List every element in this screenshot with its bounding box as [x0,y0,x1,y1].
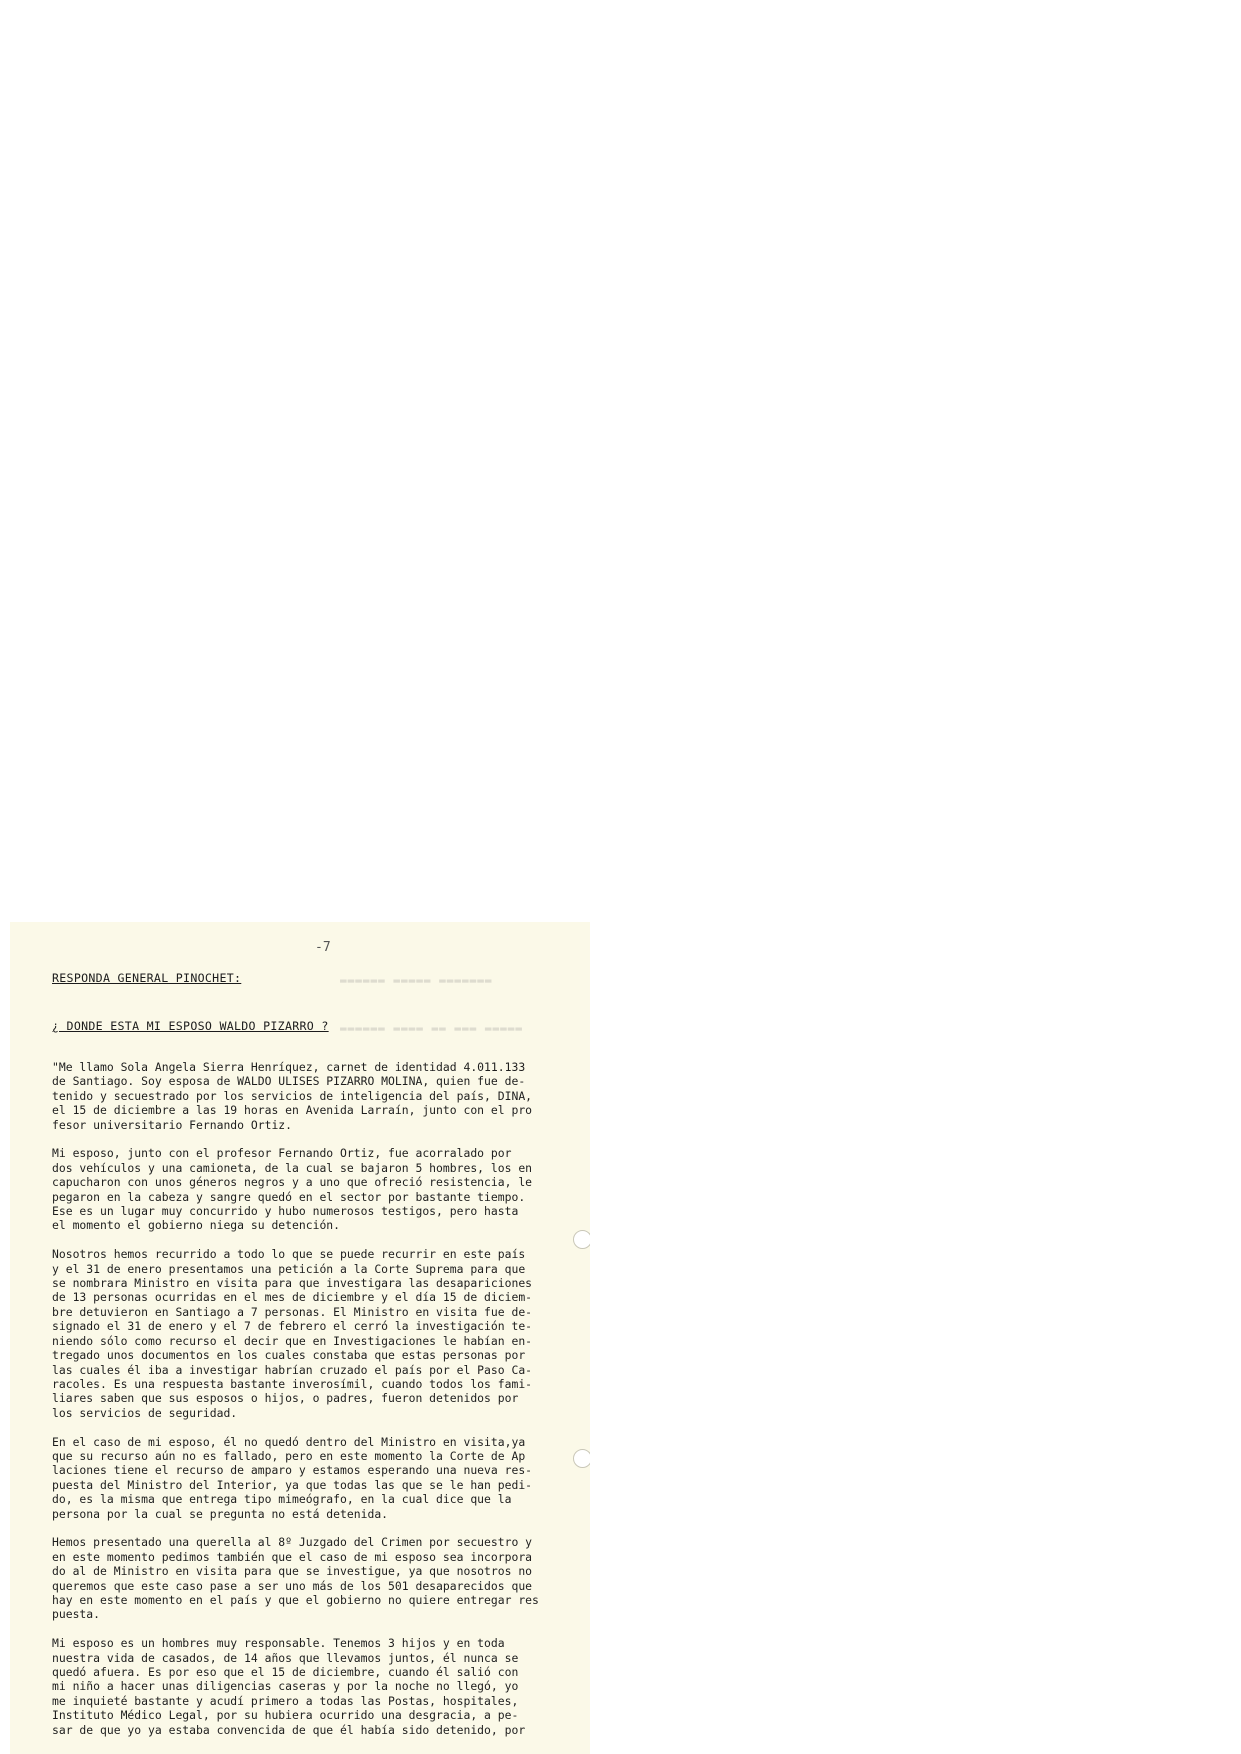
punch-hole [573,1230,590,1249]
paragraph: "Me llamo Sola Angela Sierra Henríquez, carnet de identidad 4.011.133 de Santiago. Soy esposa de WALDO ULISES PIZARRO MOLINA, quien fue de- tenido y secuestrado por los servicios de inteligencia del país, DINA, el 15 de diciembre a las 19 horas en Avenida Larraín, junto con el pro fesor universitario Fernando Ortiz. [52,1060,533,1132]
bleed-through-text: ▬▬▬▬▬▬ ▬▬▬▬ ▬▬ ▬▬▬ ▬▬▬▬▬ [340,1022,523,1035]
paragraph: Nosotros hemos recurrido a todo lo que se puede recurrir en este país y el 31 de enero presentamos una petición a la Corte Suprema para que se nombrara Ministro en visita para que investigara las desapariciones de 13 personas ocurridas en el mes de diciembre y el día 15 de diciem- bre detuvieron en Santiago a 7 personas. El Ministro en visita fue de- signado el 31 de enero y el 7 de febrero el cerró la investigación te- niendo sólo como recurso el decir que en Investigaciones le habían en- tregado unos documentos en los cuales constaba que estas personas por las cuales él iba a investigar habrían cruzado el país por el Paso Ca- racoles. Es una respuesta bastante inverosímil, cuando todos los fami- liares saben que sus esposos o hijos, o padres, fueron detenidos por los servicios de seguridad. [52,1247,533,1420]
document-subtitle: ¿ DONDE ESTA MI ESPOSO WALDO PIZARRO ? [52,1019,329,1033]
paragraph: Hemos presentado una querella al 8º Juzgado del Crimen por secuestro y en este momento pedimos también que el caso de mi esposo sea incorpora do al de Ministro en visita para que se investigue, ya que nosotros no queremos que este caso pase a ser uno más de los 501 desaparecidos que hay en este momento en el país y que el gobierno no quiere entregar res puesta. [52,1535,539,1622]
document-body [52,1060,564,1751]
paragraph: En el caso de mi esposo, él no quedó dentro del Ministro en visita,ya que su recurso aún no es fallado, pero en este momento la Corte de Ap laciones tiene el recurso de amparo y estamos esperando una nueva res- puesta del Ministro del Interior, ya que todas las que se le han pedi- do, es la misma que entrega tipo mimeógrafo, en la cual dice que la persona por la cual se pregunta no está detenida. [52,1434,533,1521]
bleed-through-text: ▬▬▬▬▬▬ ▬▬▬▬▬ ▬▬▬▬▬▬▬ [340,974,493,987]
paragraph: Mi esposo, junto con el profesor Fernando Ortiz, fue acorralado por dos vehículos y una camioneta, de la cual se bajaron 5 hombres, los en capucharon con unos géneros negros y a uno que ofreció resistencia, le pegaron en la cabeza y sangre quedó en el sector por bastante tiempo. Ese es un lugar muy concurrido y hubo numerosos testigos, pero hasta el momento el gobierno niega su detención. [52,1146,533,1233]
page-mark: -7 [315,940,331,955]
document-page [10,922,590,1754]
punch-hole [573,1449,590,1468]
paragraph: Mi esposo es un hombres muy responsable. Tenemos 3 hijos y en toda nuestra vida de casados, de 14 años que llevamos juntos, él nunca se quedó afuera. Es por eso que el 15 de diciembre, cuando él salió con mi niño a hacer unas diligencias caseras y por la noche no llegó, yo me inquieté bastante y acudí primero a todas las Postas, hospitales, Instituto Médico Legal, por su hubiera ocurrido una desgracia, a pe- sar de que yo ya estaba convencida de que él había sido detenido, por [52,1636,526,1737]
document-title: RESPONDA GENERAL PINOCHET: [52,971,242,985]
